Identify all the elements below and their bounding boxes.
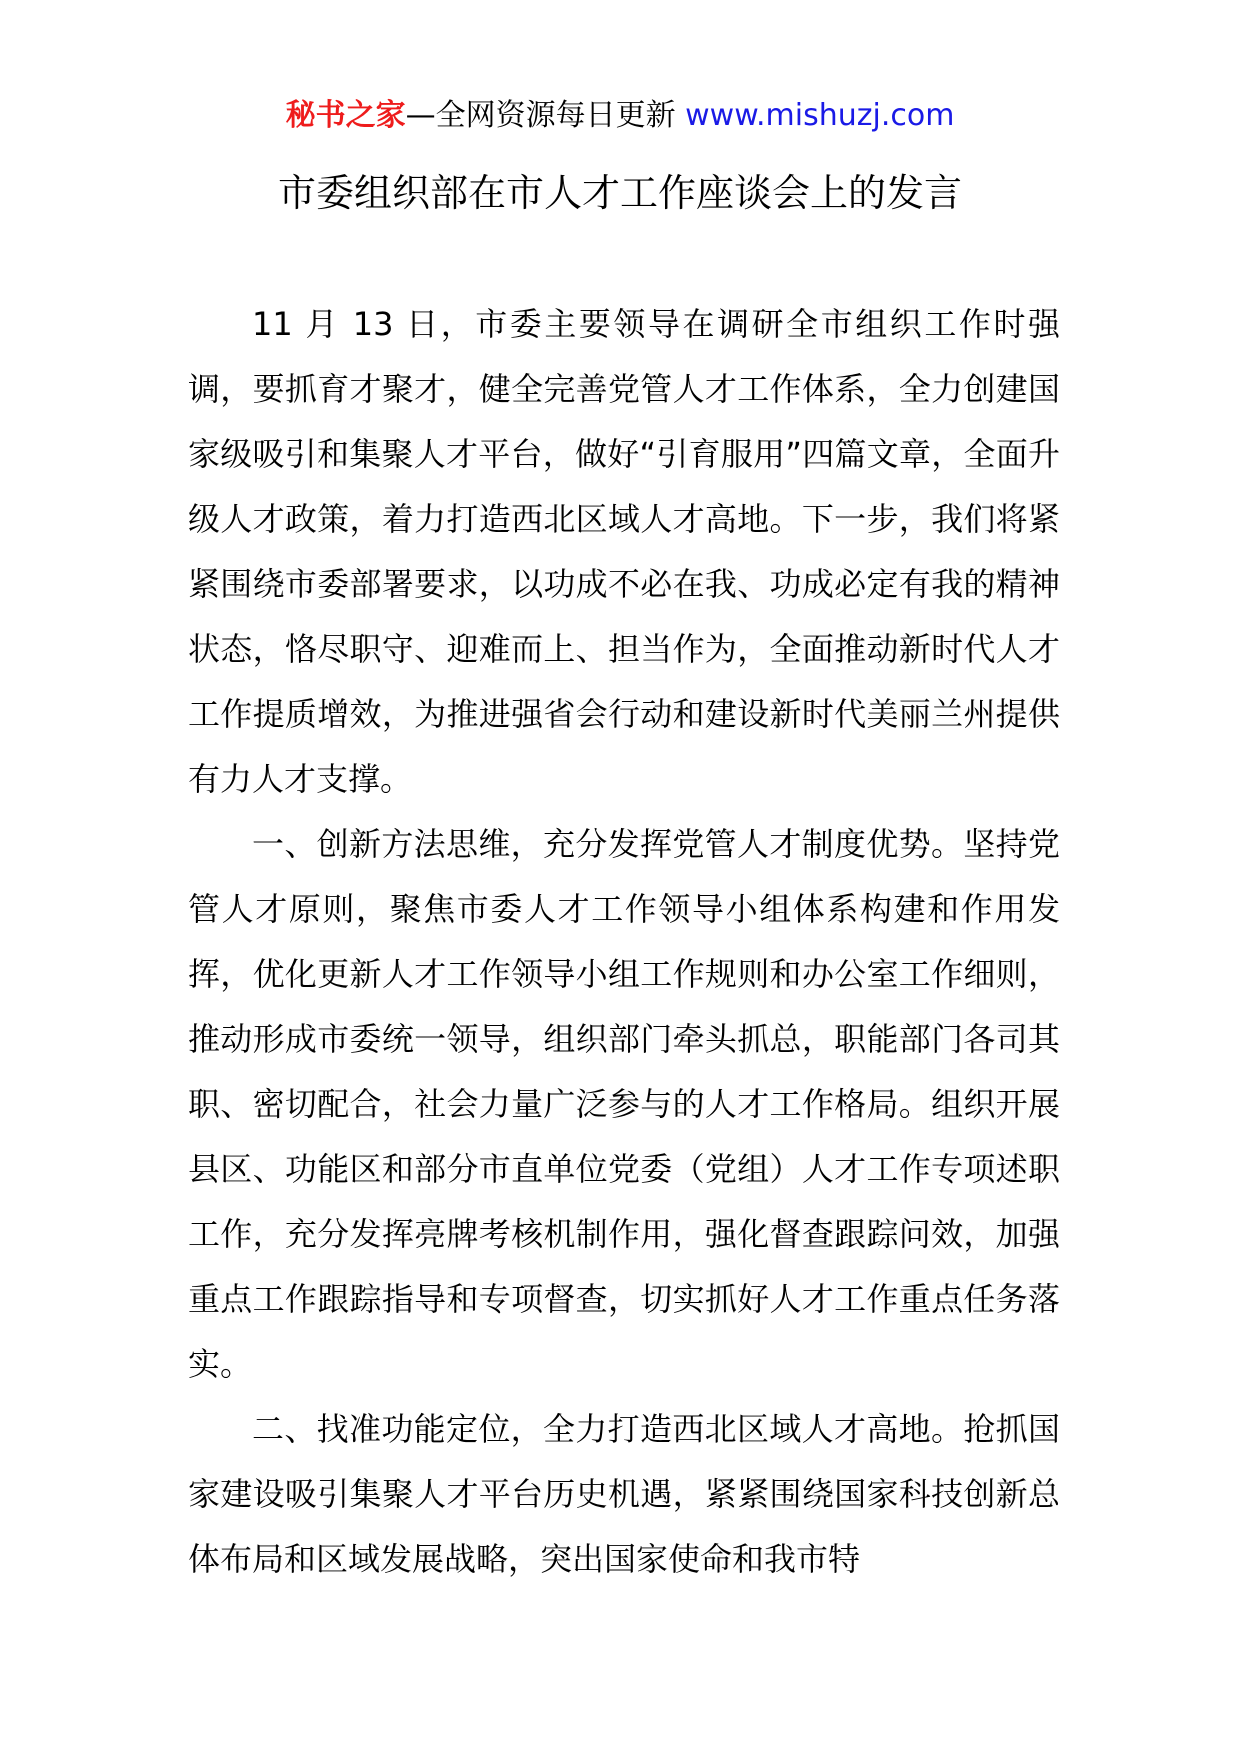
website-link[interactable]: www.mishuzj.com — [685, 98, 955, 133]
paragraph-section-two: 二、找准功能定位，全力打造西北区域人才高地。抢抓国家建设吸引集聚人才平台历史机遇，紧紧围绕国家科技创新总体布局和区域发展战略，突出国家使命和我市特 — [188, 1410, 1060, 1578]
site-header — [0, 96, 1240, 136]
header-tagline: —全网资源每日更新 — [405, 98, 686, 133]
paragraph-section-one: 一、创新方法思维，充分发挥党管人才制度优势。坚持党管人才原则，聚焦市委人才工作领导小组体系构建和作用发挥，优化更新人才工作领导小组工作规则和办公室工作细则，推动形成市委统一领导，组织部门牵头抓总，职能部门各司其职、密切配合，社会力量广泛参与的人才工作格局。组织开展县区、功能区和部分市直单位党委（党组）人才工作专项述职工作，充分发挥亮牌考核机制作用，强化督查跟踪问效，加强重点工作跟踪指导和专项督查，切实抓好人才工作重点任务落实。 — [188, 825, 1060, 1383]
document-title: 市委组织部在市人才工作座谈会上的发言 — [277, 171, 962, 215]
brand-name: 秘书之家 — [285, 98, 406, 133]
paragraph-intro: 11 月 13 日，市委主要领导在调研全市组织工作时强调，要抓育才聚才，健全完善党管人才工作体系，全力创建国家级吸引和集聚人才平台，做好“引育服用”四篇文章，全面升级人才政策，着力打造西北区域人才高地。下一步，我们将紧紧围绕市委部署要求，以功成不必在我、功成必定有我的精神状态，恪尽职守、迎难而上、担当作为，全面推动新时代人才工作提质增效，为推进强省会行动和建设新时代美丽兰州提供有力人才支撑。 — [188, 305, 1060, 798]
document-body — [188, 292, 1060, 1592]
